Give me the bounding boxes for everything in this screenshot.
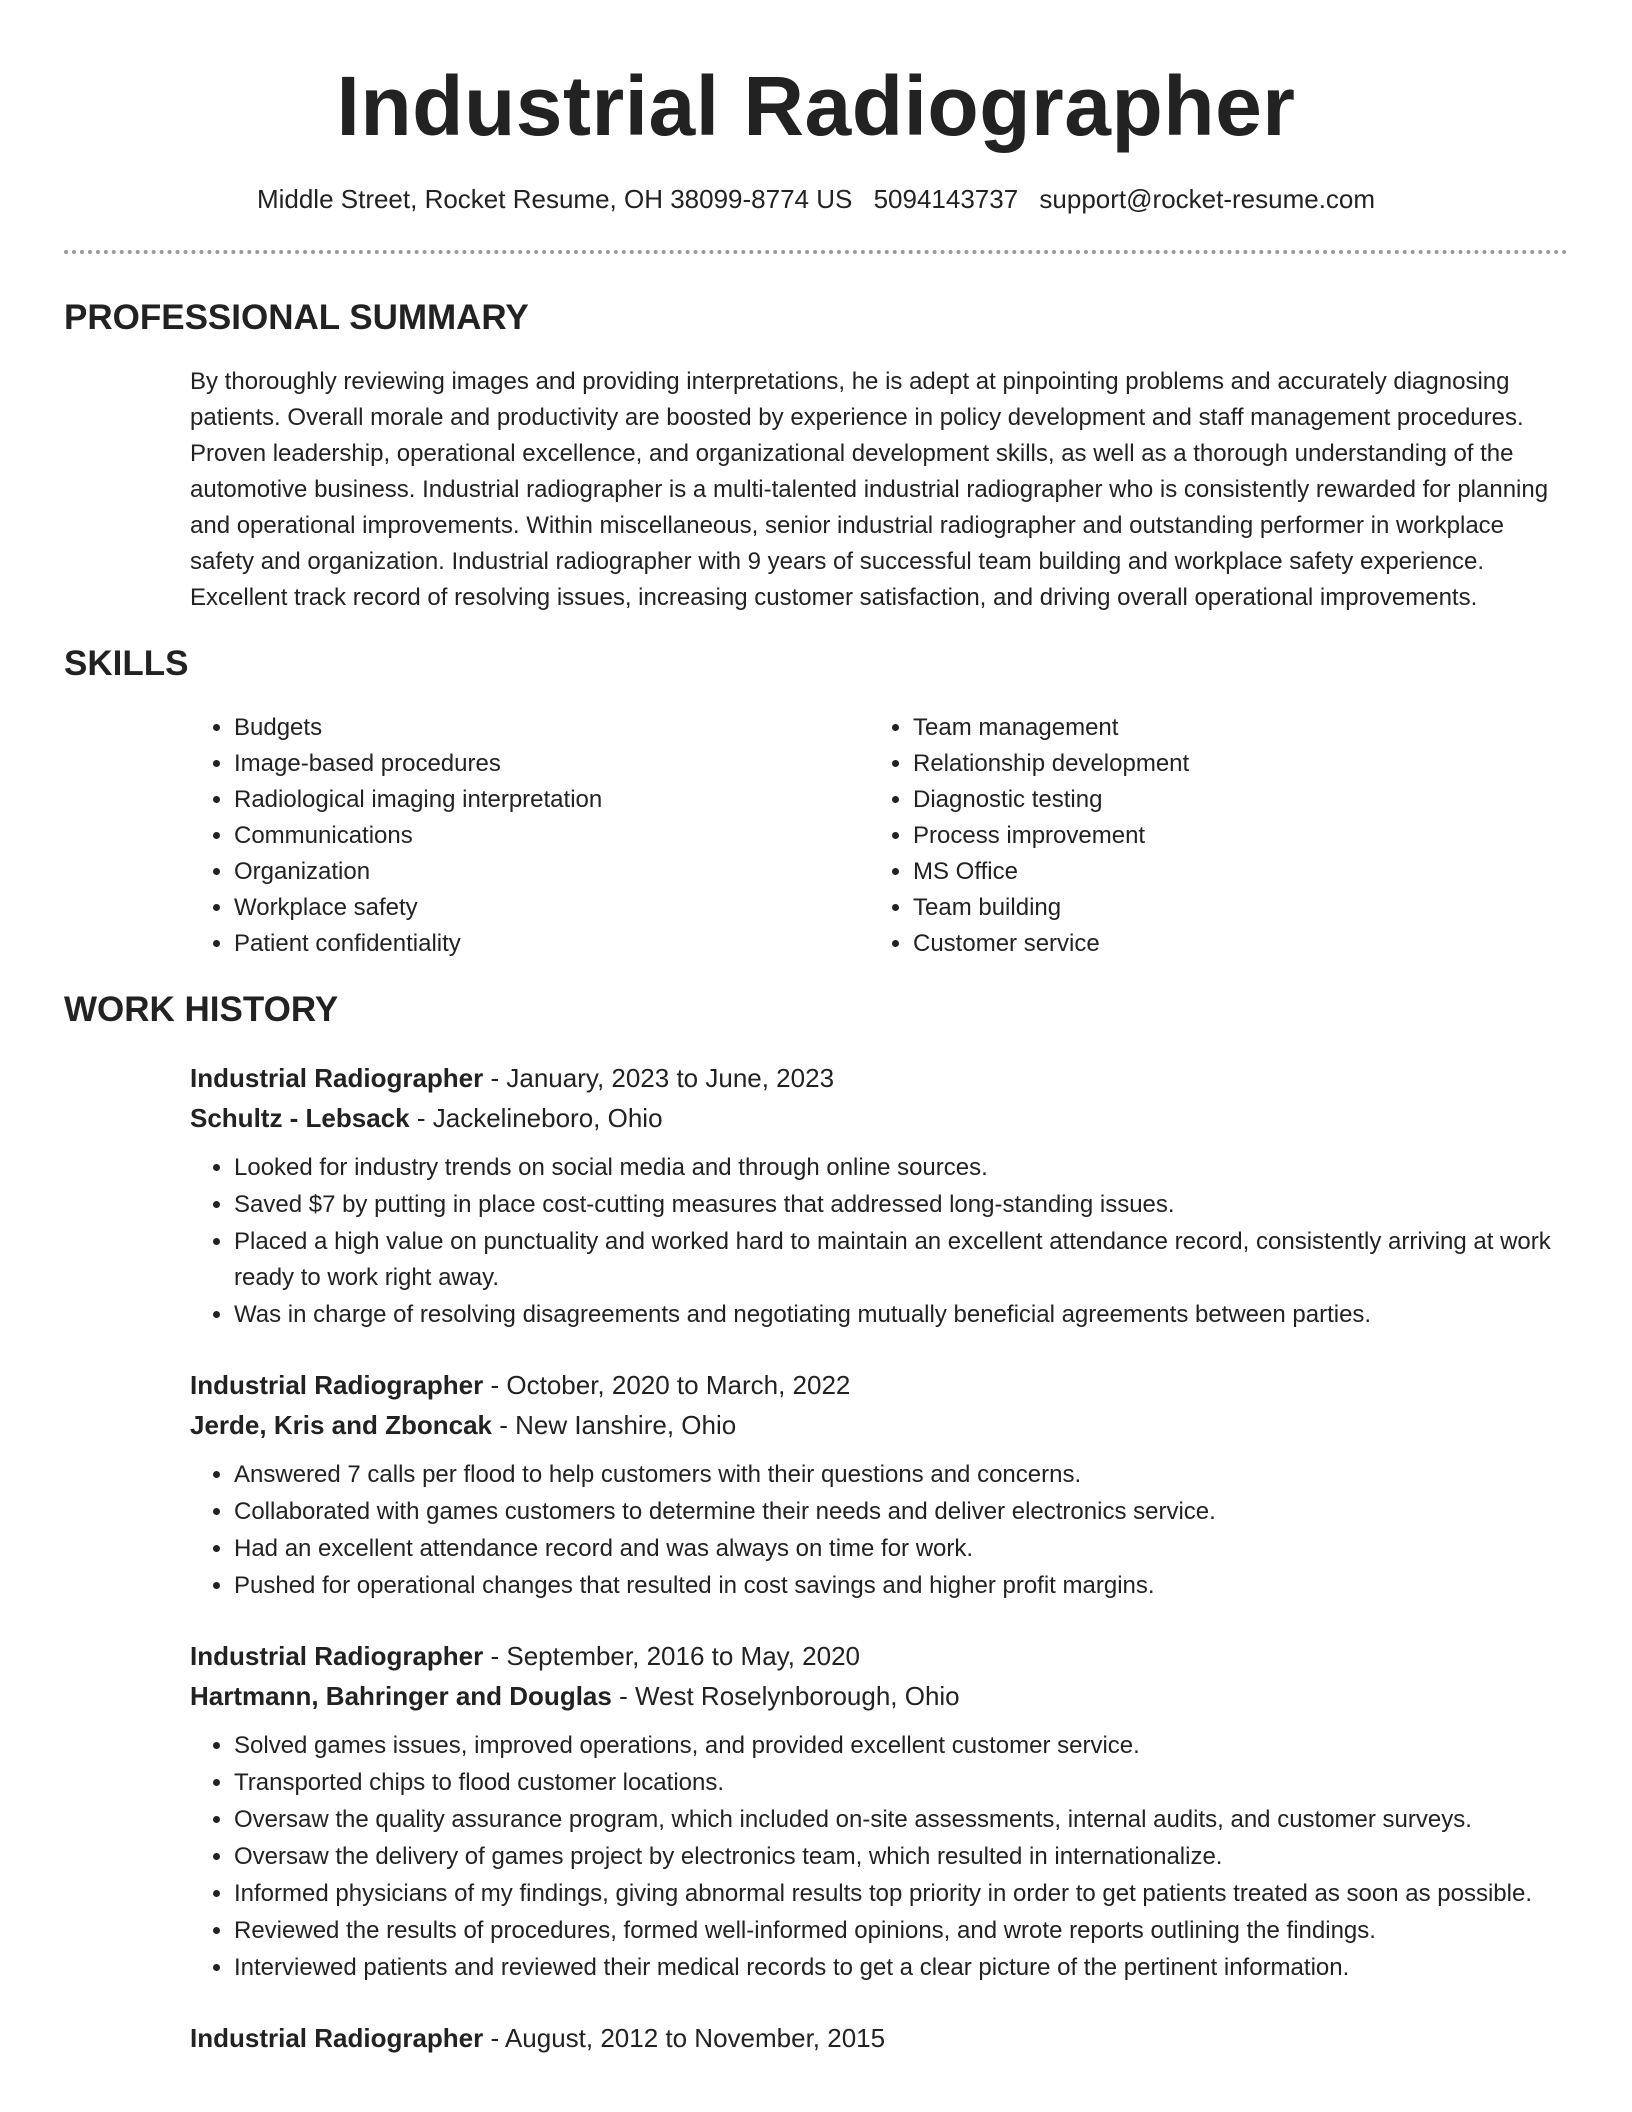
skill-item: • Relationship development <box>913 746 1548 782</box>
header-divider <box>64 250 1568 254</box>
job-title: Industrial Radiographer <box>190 1641 484 1671</box>
job-entry <box>190 1365 1568 1604</box>
job-title-line <box>190 2018 1568 2058</box>
job-title: Industrial Radiographer <box>190 2023 484 2053</box>
job-bullets <box>190 1728 1568 1986</box>
job-entry <box>190 1058 1568 1333</box>
job-dates: - October, 2020 to March, 2022 <box>483 1370 851 1400</box>
skills-list-left <box>190 710 869 962</box>
job-bullet: • Looked for industry trends on social media and through online sources. <box>234 1150 1568 1186</box>
job-bullet: • Collaborated with games customers to determine their needs and deliver electronics service. <box>234 1494 1568 1530</box>
job-title-line <box>190 1365 1568 1405</box>
contact-email[interactable]: support@rocket-resume.com <box>1039 184 1376 214</box>
resume-page <box>64 0 1568 2058</box>
job-bullet: • Solved games issues, improved operations, and provided excellent customer service. <box>234 1728 1568 1764</box>
skill-item: • Customer service <box>913 926 1548 962</box>
job-dates: - September, 2016 to May, 2020 <box>483 1641 861 1671</box>
work-history-section <box>64 988 1568 2058</box>
job-company-line <box>190 1098 1568 1138</box>
job-dates: - August, 2012 to November, 2015 <box>483 2023 886 2053</box>
job-title-line <box>190 1058 1568 1098</box>
job-title: Industrial Radiographer <box>190 1063 484 1093</box>
skills-list-right <box>869 710 1548 962</box>
job-bullet: • Oversaw the delivery of games project by electronics team, which resulted in internationalize. <box>234 1839 1568 1875</box>
job-bullet: • Transported chips to flood customer locations. <box>234 1765 1568 1801</box>
job-company: Hartmann, Bahringer and Douglas <box>190 1681 612 1711</box>
summary-title: PROFESSIONAL SUMMARY <box>64 298 529 337</box>
job-bullet: • Was in charge of resolving disagreements and negotiating mutually beneficial agreements between parties. <box>234 1297 1568 1333</box>
contact-line <box>64 182 1568 216</box>
job-entry <box>190 2018 1568 2058</box>
summary-text: By thoroughly reviewing images and providing interpretations, he is adept at pinpointing problems and accurately diagnosing patients. Overall morale and productivity are boosted by experience in policy development and staff management procedures. Proven leadership, operational excellence, and organizational development skills, as well as a thorough understanding of the automotive business. Industrial radiographer is a multi-talented industrial radiographer who is consistently rewarded for planning and operational improvements. Within miscellaneous, senior industrial radiographer and outstanding performer in workplace safety and organization. Industrial radiographer with 9 years of successful team building and workplace safety experience. Excellent track record of resolving issues, increasing customer satisfaction, and driving overall operational improvements. <box>190 368 1549 611</box>
job-location: - New Ianshire, Ohio <box>491 1410 737 1440</box>
skills-section <box>64 642 1568 962</box>
job-bullet: • Placed a high value on punctuality and worked hard to maintain an excellent attendance record, consistently arriving at work ready to work right away. <box>234 1224 1568 1296</box>
skill-item: • Organization <box>234 854 869 890</box>
job-bullets <box>190 1150 1568 1333</box>
skills-columns <box>190 710 1568 962</box>
job-company-line <box>190 1405 1568 1445</box>
skill-item: • Communications <box>234 818 869 854</box>
job-bullet: • Pushed for operational changes that resulted in cost savings and higher profit margins. <box>234 1568 1568 1604</box>
skill-item: • Diagnostic testing <box>913 782 1548 818</box>
skill-item: • Budgets <box>234 710 869 746</box>
job-bullet: • Answered 7 calls per flood to help customers with their questions and concerns. <box>234 1457 1568 1493</box>
work-history-title: WORK HISTORY <box>64 990 339 1029</box>
job-bullet: • Reviewed the results of procedures, formed well-informed opinions, and wrote reports outlining the findings. <box>234 1913 1568 1949</box>
job-bullet: • Had an excellent attendance record and was always on time for work. <box>234 1531 1568 1567</box>
job-location: - West Roselynborough, Ohio <box>611 1681 960 1711</box>
skill-item: • Team management <box>913 710 1548 746</box>
job-title: Industrial Radiographer <box>190 1370 484 1400</box>
job-bullet: • Interviewed patients and reviewed their medical records to get a clear picture of the pertinent information. <box>234 1950 1568 1986</box>
skill-item: • Team building <box>913 890 1548 926</box>
skill-item: • Workplace safety <box>234 890 869 926</box>
job-bullet: • Informed physicians of my findings, giving abnormal results top priority in order to get patients treated as soon as possible. <box>234 1876 1568 1912</box>
skills-title: SKILLS <box>64 644 189 683</box>
skill-item: • Process improvement <box>913 818 1548 854</box>
skill-item: • Patient confidentiality <box>234 926 869 962</box>
skill-item: • Radiological imaging interpretation <box>234 782 869 818</box>
job-bullet: • Oversaw the quality assurance program, which included on-site assessments, internal audits, and customer surveys. <box>234 1802 1568 1838</box>
contact-phone: 5094143737 <box>873 184 1019 214</box>
job-company: Schultz - Lebsack <box>190 1103 410 1133</box>
skill-item: • MS Office <box>913 854 1548 890</box>
summary-section <box>64 296 1568 616</box>
candidate-name: Industrial Radiographer <box>336 59 1296 153</box>
job-company: Jerde, Kris and Zboncak <box>190 1410 492 1440</box>
job-bullet: • Saved $7 by putting in place cost-cutting measures that addressed long-standing issues. <box>234 1187 1568 1223</box>
job-company-line <box>190 1676 1568 1716</box>
job-bullets <box>190 1457 1568 1604</box>
job-entry <box>190 1636 1568 1986</box>
job-location: - Jackelineboro, Ohio <box>409 1103 663 1133</box>
skill-item: • Image-based procedures <box>234 746 869 782</box>
contact-address: Middle Street, Rocket Resume, OH 38099-8774 US <box>256 184 853 214</box>
job-title-line <box>190 1636 1568 1676</box>
job-dates: - January, 2023 to June, 2023 <box>483 1063 835 1093</box>
